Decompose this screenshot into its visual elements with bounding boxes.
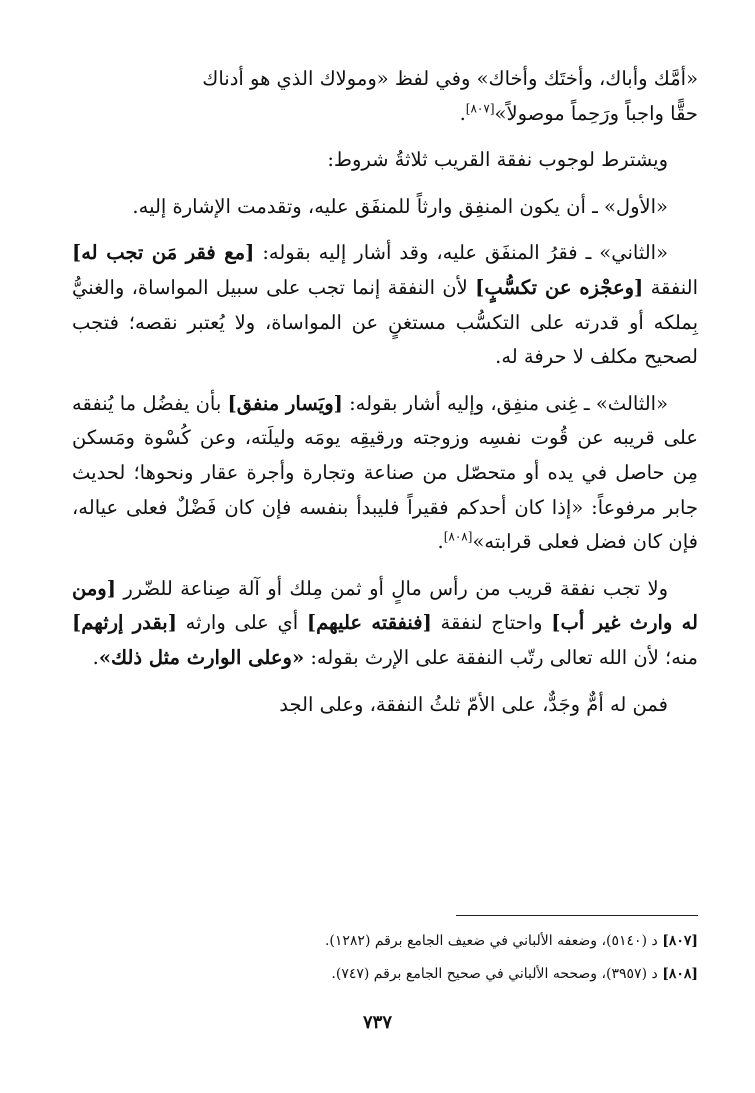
paragraph-4 [72, 236, 698, 374]
p6-f: [بقدر إرثهم] [72, 611, 177, 635]
p6-h: «وعلى الوارث مثل ذلك» [98, 645, 305, 669]
p6-a: ولا تجب نفقة قريب من رأس مالٍ أو ثمن مِلك أو آلة صِناعة للضّرر [115, 576, 668, 600]
page-number: ٧٣٧ [362, 1012, 392, 1033]
p6-g: منه؛ لأن الله تعالى رتّب النفقة على الإرث بقوله: [304, 645, 698, 669]
footnote-ref-807[interactable]: [٨٠٧] [465, 101, 495, 116]
p5-b: [ويَسار منفق] [227, 391, 343, 415]
p4-b: [مع فقر مَن تجب له] [72, 241, 255, 265]
paragraph-3: «الأول» ـ أن يكون المنفِق وارثاً للمنفَق عليه، وتقدمت الإشارة إليه. [132, 194, 668, 218]
footnote-divider [456, 915, 698, 916]
p4-a: «الثاني» ـ فقرُ المنفَق عليه، وقد أشار إليه بقوله: [254, 241, 668, 265]
paragraph-6 [72, 572, 698, 676]
p1-line2: حقًّا واجباً ورَحِماً موصولاً» [494, 101, 698, 125]
p6-e: أي على وارثه [176, 611, 307, 635]
footnotes [72, 925, 698, 991]
p5-c: بأن يفضُل ما يُنفقه على قريبه عن قُوت نفسِه وزوجته ورقيقِه يومَه وليلَته، وعن كُسْوة ومَسكن مِن حاصل في يده أو متحصّل من صناعة وتجارة وأجرة عقار ونحوها؛ لحديث جابر مرفوعاً: «إذا كان أحدكم فقيراً فليبدأ بنفسه فإن كان فَضْلٌ فعلى عياله، فإن كان فضل فعلى قرابته» [72, 391, 698, 554]
footnote-807-text: د (٥١٤٠)، وضعفه الألباني في ضعيف الجامع برقم (١٢٨٢). [324, 933, 663, 949]
p4-c: النفقة [643, 275, 698, 299]
p1-end: . [459, 101, 466, 125]
p6-b: [ومن له وارث غير أب] [72, 576, 699, 635]
paragraph-7: فمن له أمٌّ وجَدٌّ، على الأمّ ثلثُ النفقة، وعلى الجد [279, 692, 668, 716]
footnote-808-number: [٨٠٨] [662, 966, 698, 982]
paragraph-2: ويشترط لوجوب نفقة القريب ثلاثةُ شروط: [327, 148, 668, 172]
paragraph-5 [72, 387, 698, 560]
main-text [72, 62, 698, 734]
footnote-807-number: [٨٠٧] [662, 933, 698, 949]
p5-a: «الثالث» ـ غِنى منفِق، وإليه أشار بقوله: [342, 391, 668, 415]
footnote-808-text: د (٣٩٥٧)، وصححه الألباني في صحيح الجامع برقم (٧٤٧). [331, 966, 663, 982]
paragraph-1 [72, 62, 698, 131]
p6-i: . [92, 645, 99, 669]
p6-d: [فنفقته عليهم] [306, 611, 432, 635]
footnote-808 [72, 958, 698, 991]
p5-end: . [437, 530, 444, 554]
p6-c: واحتاج لنفقة [431, 611, 552, 635]
p4-e: لأن النفقة إنما تجب على سبيل المواساة، والغنيُّ بِملكه أو قدرته على التكسُّب مستغنٍ عن المواساة، ولا يُعتبر نقصه؛ فتجب لصحيح مكلف لا حرفة له. [72, 275, 698, 369]
p1-line1: «أمَّك وأباك، وأختَك وأخاك» وفي لفظ «ومولاك الذي هو أدناك [202, 67, 698, 90]
footnote-ref-808[interactable]: [٨٠٨] [443, 529, 473, 544]
footnote-807 [72, 925, 698, 958]
p4-d: [وعجْزه عن تكسُّبٍ] [475, 275, 644, 299]
